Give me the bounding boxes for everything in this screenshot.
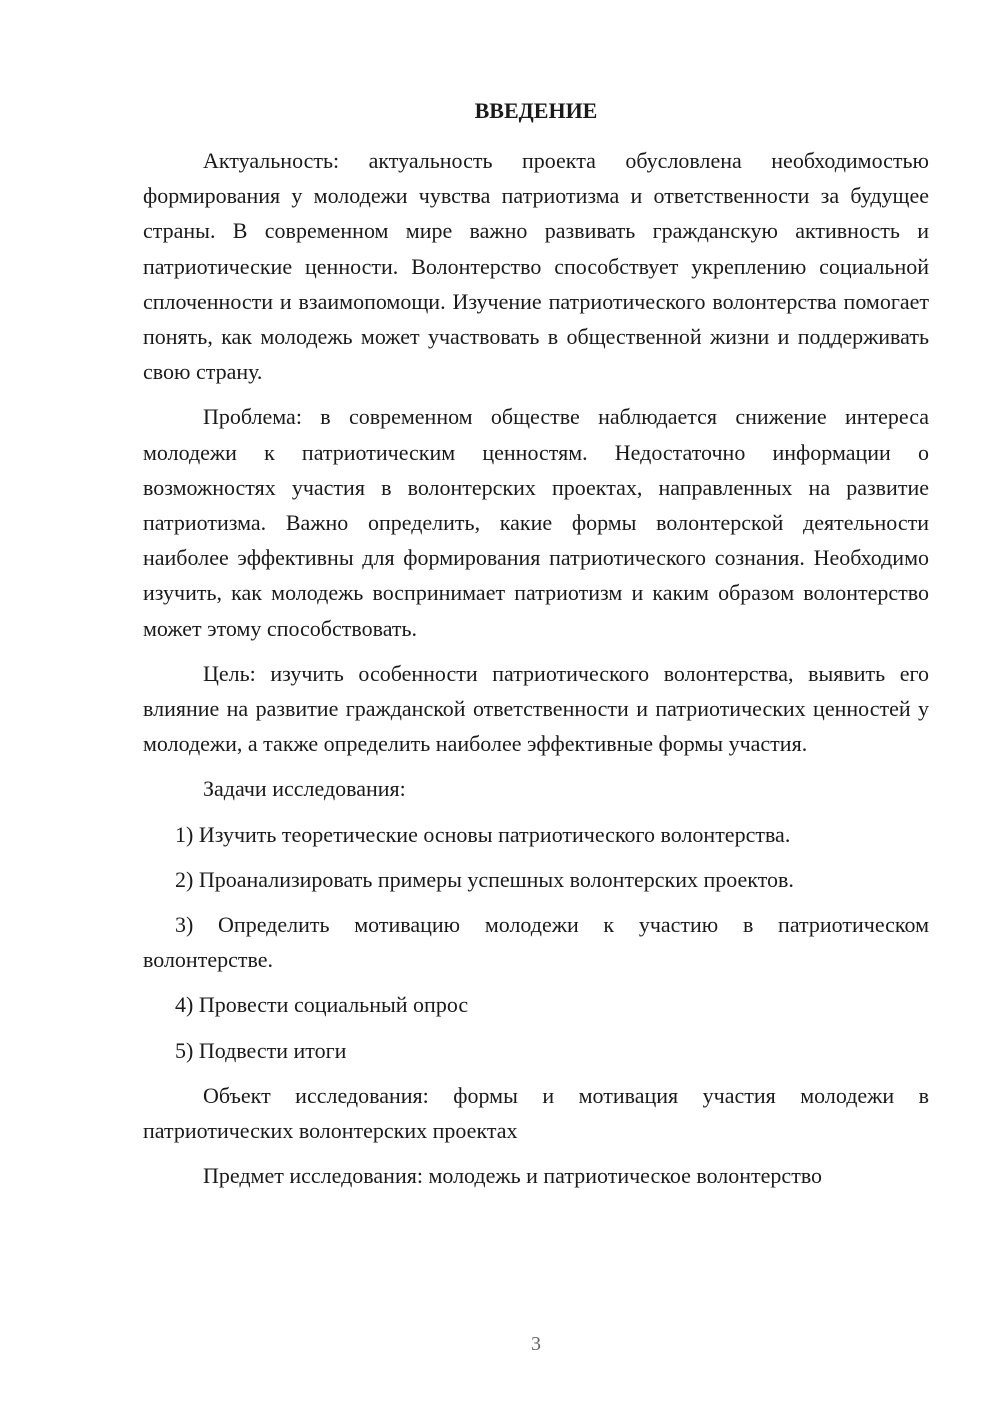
- task-item-1: 1) Изучить теоретические основы патриотического волонтерства.: [175, 821, 791, 847]
- problem-paragraph: Проблема: в современном обществе наблюдается снижение интереса молодежи к патриотическим ценностям. Недостаточно информации о возможностях участия в волонтерских проектах, направленных на развитие патриотизма. Важно определить, какие формы волонтерской деятельности наиболее эффективны для формирования патриотического сознания. Необходимо изучить, как молодежь воспринимает патриотизм и каким образом волонтерство может этому способствовать.: [143, 404, 929, 641]
- document-body: [143, 143, 929, 1203]
- object-paragraph: Объект исследования: формы и мотивация участия молодежи в патриотических волонтерских проектах: [143, 1082, 929, 1144]
- goal-paragraph: Цель: изучить особенности патриотического волонтерства, выявить его влияние на развитие гражданской ответственности и патриотических ценностей у молодежи, а также определить наиболее эффективные формы участия.: [143, 660, 929, 757]
- tasks-heading: Задачи исследования:: [203, 776, 406, 802]
- task-item-5: 5) Подвести итоги: [175, 1037, 347, 1063]
- relevance-paragraph: Актуальность: актуальность проекта обусловлена необходимостью формирования у молодежи чувства патриотизма и ответственности за будущее страны. В современном мире важно развивать гражданскую активность и патриотические ценности. Волонтерство способствует укреплению социальной сплоченности и взаимопомощи. Изучение патриотического волонтерства помогает понять, как молодежь может участвовать в общественной жизни и поддерживать свою страну.: [143, 148, 929, 385]
- task-item-2: 2) Проанализировать примеры успешных волонтерских проектов.: [175, 866, 794, 892]
- task-item-4: 4) Провести социальный опрос: [175, 992, 469, 1018]
- task-item-3: 3) Определить мотивацию молодежи к участию в патриотическом волонтерстве.: [143, 912, 929, 973]
- subject-paragraph: Предмет исследования: молодежь и патриотическое волонтерство: [203, 1163, 823, 1189]
- page-number: 3: [531, 1333, 541, 1355]
- page-title: ВВЕДЕНИЕ: [474, 98, 598, 123]
